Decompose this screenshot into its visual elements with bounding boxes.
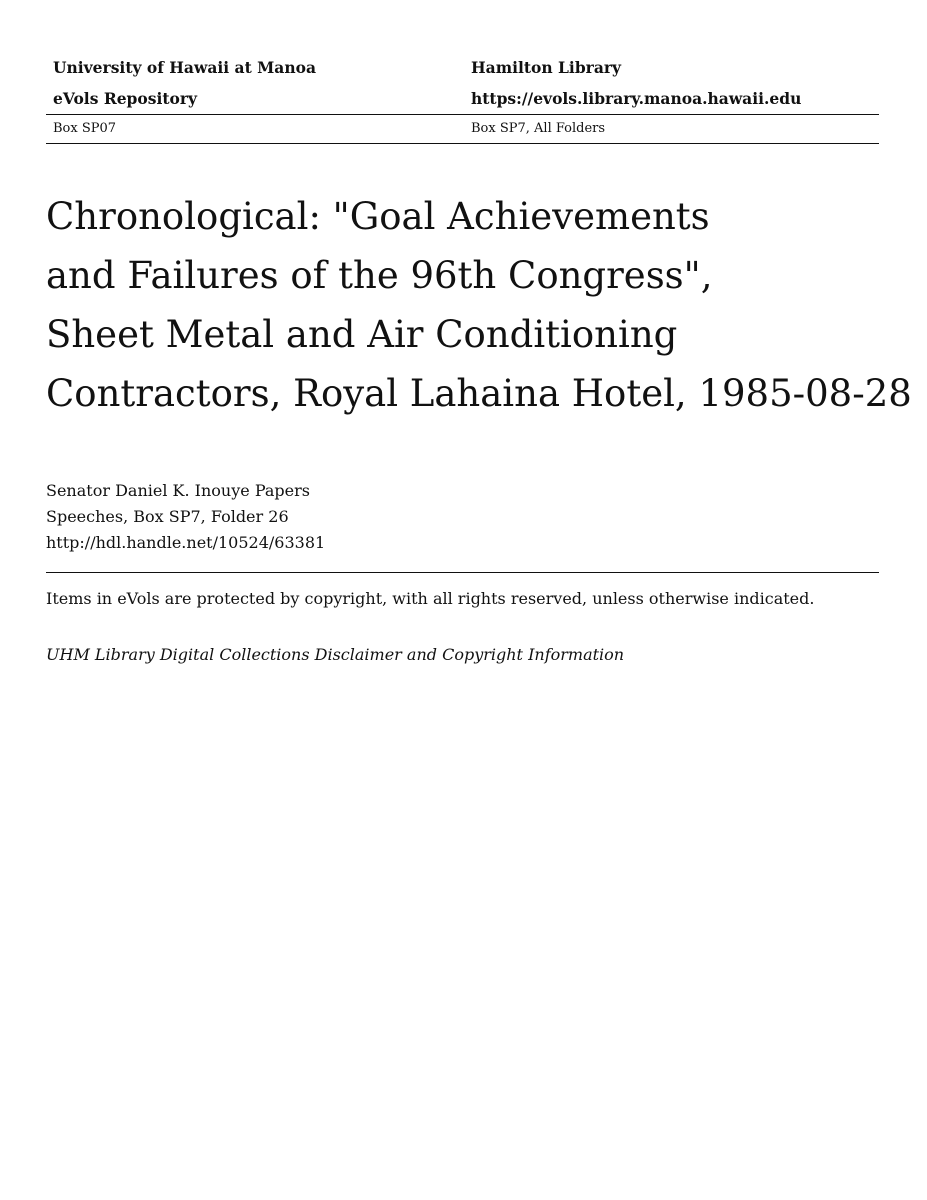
title-line: Sheet Metal and Air Conditioning (46, 313, 678, 356)
library-name: Hamilton Library (471, 58, 622, 77)
box-label-left: Box SP07 (53, 121, 117, 136)
handle-link[interactable]: http://hdl.handle.net/10524/63381 (46, 533, 326, 552)
document-metadata (46, 478, 325, 556)
document-header (46, 52, 879, 144)
header-row-2 (46, 83, 879, 114)
folder-location: Speeches, Box SP7, Folder 26 (46, 507, 289, 526)
title-line: and Failures of the 96th Congress", (46, 254, 713, 297)
header-row-1 (46, 52, 879, 83)
header-divider-bottom (46, 143, 879, 144)
institution-name: University of Hawaii at Manoa (53, 58, 316, 77)
content-divider (46, 572, 879, 573)
title-line: Chronological: "Goal Achievements (46, 195, 710, 238)
disclaimer-link[interactable]: UHM Library Digital Collections Disclaimer and Copyright Information (46, 645, 625, 664)
title-line: Contractors, Royal Lahaina Hotel, 1985-08-28 (46, 372, 912, 415)
document-title (46, 187, 912, 423)
header-row-3 (46, 115, 879, 143)
repository-url[interactable]: https://evols.library.manoa.hawaii.edu (471, 89, 802, 108)
box-label-right: Box SP7, All Folders (471, 121, 606, 136)
repository-name: eVols Repository (53, 89, 198, 108)
copyright-notice: Items in eVols are protected by copyright, with all rights reserved, unless otherwise indicated. (46, 589, 815, 608)
collection-name: Senator Daniel K. Inouye Papers (46, 481, 310, 500)
